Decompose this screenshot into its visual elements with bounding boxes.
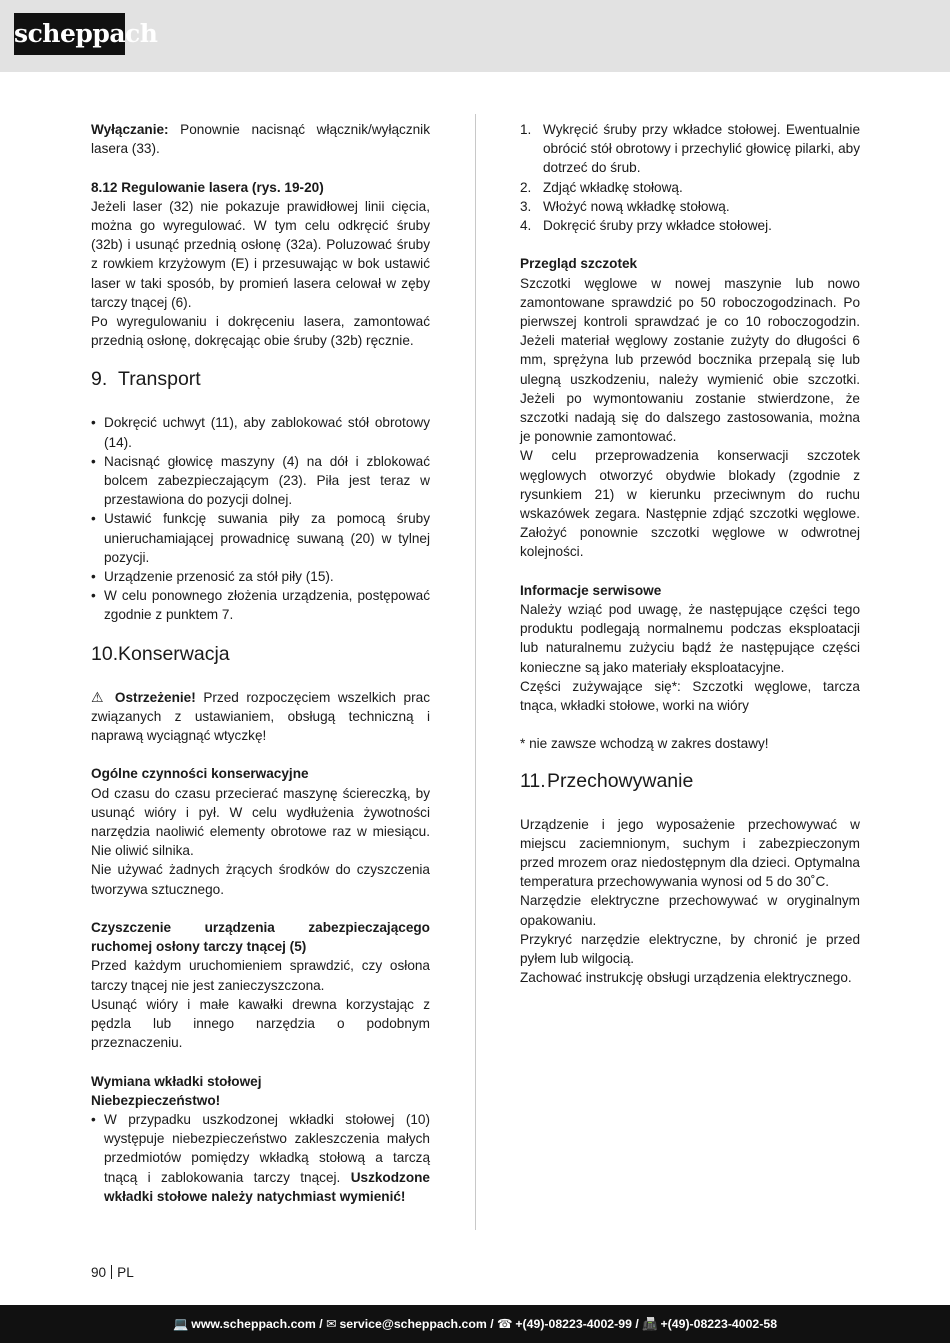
list-item: • Nacisnąć głowicę maszyny (4) na dół i zblokować bolcem zabezpieczającym (23). Piła jest teraz w przestawiona do pozycji dolnej.	[91, 452, 430, 510]
service-info-paragraph-2: Części zużywające się*: Szczotki węglowe, tarcza tnąca, wkładki stołowe, worki na wióry	[520, 678, 860, 714]
header-bar	[0, 0, 950, 72]
storage-paragraph-1: Urządzenie i jego wyposażenie przechowywać w miejscu zaciemnionym, suchym i zabezpieczonym przed mrozem oraz niedostępnym dla dzieci. Optymalna temperatura przechowywania wynosi od 5 do 30˚C.	[520, 816, 860, 890]
step-text: Wykręcić śruby przy wkładce stołowej. Ewentualnie obrócić stół obrotowy i przechylić głowicę pilarki, aby dotrzeć do śrub.	[543, 122, 860, 176]
section-8-12-paragraph-2: Po wyregulowaniu i dokręceniu lasera, zamontować przednią osłonę, dokręcając obie śruby (32b) ręcznie.	[91, 314, 430, 349]
warning-paragraph	[91, 688, 430, 746]
step-number: 4.	[520, 218, 532, 234]
step-text: Dokręcić śruby przy wkładce stołowej.	[543, 218, 772, 234]
list-item	[520, 197, 860, 216]
scheppach-logo: scheppach	[14, 13, 125, 55]
footer-website-link[interactable]: www.scheppach.com	[191, 1317, 316, 1331]
mail-icon: ✉	[326, 1317, 337, 1331]
list-item: • Ustawić funkcję suwania piły za pomocą śruby unieruchamiającej prowadnicę suwaną (20) w tylnej pozycji.	[91, 509, 430, 567]
page-number	[91, 1265, 134, 1280]
list-item	[520, 178, 860, 197]
general-maintenance-paragraph-1: Od czasu do czasu przecierać maszynę ściereczką, by usunąć wióry i pył. W celu wydłużenia żywotności narzędzia naoliwić elementy obrotowe raz w miesiącu. Nie oliwić silnika.	[91, 785, 430, 859]
list-item	[91, 1110, 430, 1206]
service-info-title: Informacje serwisowe	[520, 582, 662, 598]
section-11-number: 11.	[520, 769, 546, 792]
list-item	[520, 216, 860, 235]
step-number: 2.	[520, 179, 532, 195]
section-8-12-paragraph-1: Jeżeli laser (32) nie pokazuje prawidłowej linii cięcia, można go wyregulować. W tym celu odkręcić śruby (32b) i usunąć przednią osłonę (32a). Poluzować śruby z rowkiem krzyżowym (E) i przesuwając w bok ustawić laser w taki sposób, by promień lasera celował w zęby tarczy tnącej (6).	[91, 198, 430, 310]
phone-icon: ☎	[497, 1317, 513, 1331]
footer-phone: +(49)-08223-4002-99	[515, 1317, 632, 1331]
list-item: • Dokręcić uchwyt (11), aby zablokować stół obrotowy (14).	[91, 413, 430, 451]
section-9-number: 9.	[91, 368, 108, 391]
step-text: Włożyć nową wkładkę stołową.	[543, 198, 730, 214]
transport-list	[91, 413, 430, 624]
storage-paragraph-2: Narzędzie elektryczne przechowywać w oryginalnym opakowaniu.	[520, 893, 860, 928]
guard-cleaning-title: Czyszczenie urządzenia zabezpieczającego ruchomej osłony tarczy tnącej (5)	[91, 920, 430, 955]
brushes-paragraph-1: Szczotki węglowe w nowej maszynie lub nowo zamontowane sprawdzić po 50 roboczogodzinach. Po pierwszej kontroli sprawdzać je co 10 roboczogodzin. Jeżeli materiał węglowy zostanie zużyty do długości 6 mm, sprężyna lub przewód bocznika przepalą się lub ulegną uszkodzeniu, należy wymienić obie szczotki. Jeżeli po wymontowaniu zostanie stwierdzone, że szczotki nadają się do dalszego zastosowania, można je ponownie zamontować.	[520, 275, 860, 445]
section-9-heading	[91, 367, 430, 391]
section-10-heading	[91, 642, 430, 666]
storage-paragraph-3: Przykryć narzędzie elektryczne, by chronić je przed pyłem lub wilgocią.	[520, 931, 860, 967]
general-maintenance-title: Ogólne czynności konserwacyjne	[91, 766, 309, 782]
service-info-note: * nie zawsze wchodzą w zakres dostawy!	[520, 736, 769, 752]
section-11-heading	[520, 769, 860, 793]
computer-icon: 💻	[172, 1317, 189, 1331]
footer-email-link[interactable]: service@scheppach.com	[339, 1317, 487, 1331]
step-number: 3.	[520, 198, 532, 214]
footer-bar	[0, 1305, 950, 1343]
laser-off-label: Wyłączanie:	[91, 122, 169, 137]
insert-danger-list	[91, 1110, 430, 1206]
warning-icon: ⚠	[91, 688, 108, 705]
section-11-title: Przechowywanie	[547, 769, 694, 792]
column-divider	[475, 114, 476, 1230]
page-number-separator	[111, 1265, 112, 1279]
step-number: 1.	[520, 122, 532, 137]
list-item	[520, 120, 860, 178]
brushes-paragraph-2: W celu przeprowadzenia konserwacji szczotek węglowych otworzyć obydwie blokady (zgodnie z rysunkiem 21) w kierunku przeciwnym do ruchu wskazówek zegara. Następnie zdjąć szczotki węglowe. Założyć ponownie szczotki węglowe w odwrotnej kolejności.	[520, 448, 860, 560]
list-item: • W celu ponownego złożenia urządzenia, postępować zgodnie z punktem 7.	[91, 586, 430, 624]
section-10-number: 10.	[91, 642, 119, 665]
section-8-12-title: 8.12 Regulowanie lasera (rys. 19-20)	[91, 179, 324, 195]
insert-danger-text: W przypadku uszkodzonej wkładki stołowej (10) występuje niebezpieczeństwo zakleszczenia małych przedmiotów pomiędzy wkładką stołową a tarczą tnącą i zablokowania tarczy tnącej.	[104, 1112, 430, 1185]
page-language: PL	[117, 1265, 134, 1280]
insert-replacement-title: Wymiana wkładki stołowej	[91, 1073, 262, 1089]
page-number-value: 90	[91, 1265, 107, 1280]
general-maintenance-paragraph-2: Nie używać żadnych żrących środków do czyszczenia tworzywa sztucznego.	[91, 862, 430, 897]
laser-off-text: Ponownie nacisnąć włącznik/wyłącznik lasera (33).	[91, 122, 430, 157]
section-9-title: Transport	[118, 368, 201, 391]
insert-danger-bold: Uszkodzone wkładki stołowe należy natychmiast wymienić!	[104, 1169, 430, 1204]
step-text: Zdjąć wkładkę stołową.	[543, 179, 683, 195]
footer-separator: /	[631, 1317, 643, 1331]
footer-separator: /	[486, 1317, 498, 1331]
fax-icon: 📠	[642, 1317, 658, 1331]
footer-fax: +(49)-08223-4002-58	[660, 1317, 778, 1331]
left-column	[91, 120, 430, 1206]
list-item: • Urządzenie przenosić za stół piły (15).	[91, 567, 430, 586]
right-column	[520, 120, 860, 987]
warning-label: Ostrzeżenie!	[114, 689, 196, 705]
service-info-paragraph-1: Należy wziąć pod uwagę, że następujące części tego produktu podlegają normalnemu podczas eksploatacji lub naturalnemu zużyciu bądź że następujące części konieczne są jako materiały eksploatacyjne.	[520, 602, 860, 675]
section-10-title: Konserwacja	[118, 642, 230, 665]
insert-danger-label: Niebezpieczeństwo!	[91, 1092, 221, 1108]
guard-cleaning-paragraph-1: Przed każdym uruchomieniem sprawdzić, czy osłona tarczy tnącej nie jest zanieczyszczona.	[91, 958, 430, 993]
guard-cleaning-paragraph-2: Usunąć wióry i małe kawałki drewna korzystając z pędzla lub innego narzędzia o podobnym przeznaczeniu.	[91, 996, 430, 1051]
laser-off-paragraph	[91, 120, 430, 158]
footer-separator: /	[315, 1317, 327, 1331]
storage-paragraph-4: Zachować instrukcję obsługi urządzenia elektrycznego.	[520, 970, 852, 986]
insert-steps-list	[520, 120, 860, 235]
brushes-title: Przegląd szczotek	[520, 256, 638, 272]
warning-text: Przed rozpoczęciem wszelkich prac związanych z ustawianiem, obsługą techniczną i naprawą wyciągnąć wtyczkę!	[91, 689, 430, 744]
